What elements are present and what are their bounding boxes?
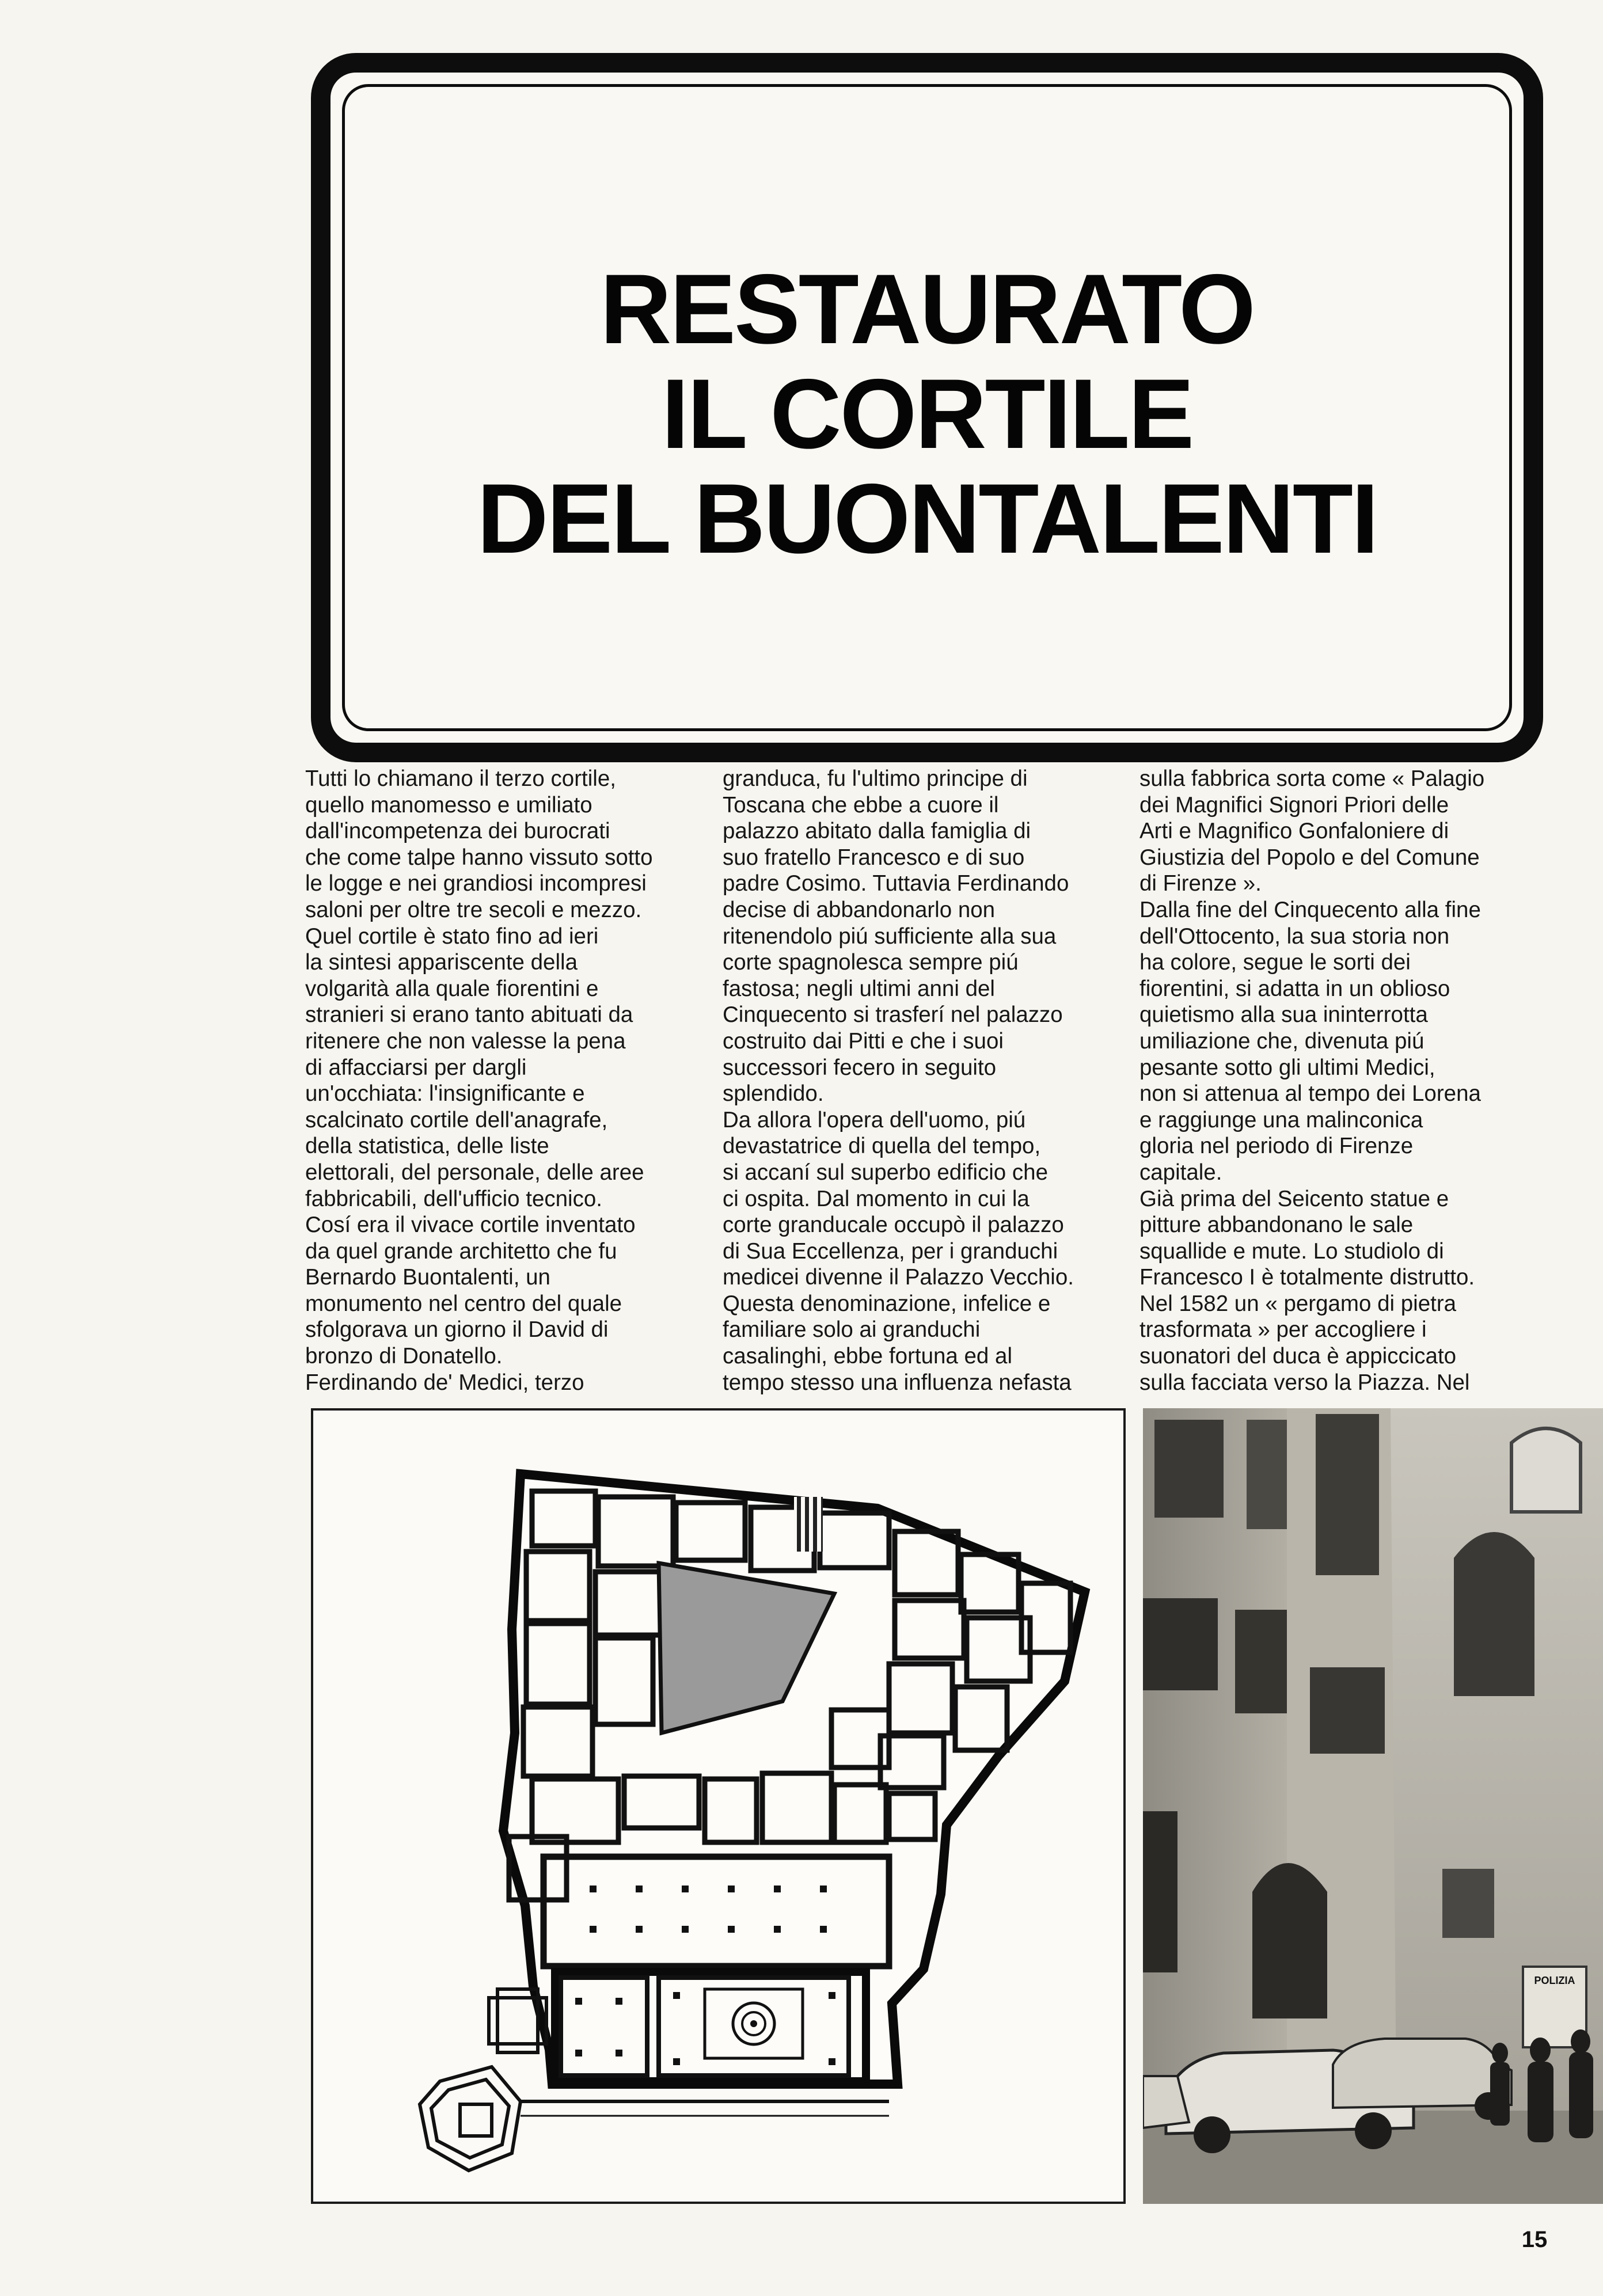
text-line: umiliazione che, divenuta piú xyxy=(1139,1028,1425,1054)
text-line: Questa denominazione, infelice e xyxy=(723,1291,1051,1316)
text-line: dei Magnifici Signori Priori delle xyxy=(1139,792,1449,818)
page-number: 15 xyxy=(1521,2227,1548,2252)
text-line: di Firenze ». xyxy=(1139,871,1262,896)
text-line: Nel 1582 un « pergamo di pietra xyxy=(1139,1291,1457,1316)
text-line: ha colore, segue le sorti dei xyxy=(1139,950,1411,975)
text-line: familiare solo ai granduchi xyxy=(723,1317,981,1343)
text-line: sfolgorava un giorno il David di xyxy=(305,1317,609,1343)
text-line: e raggiunge una malinconica xyxy=(1139,1107,1423,1132)
text-line: pitture abbandonano le sale xyxy=(1139,1212,1414,1238)
text-line: Francesco I è totalmente distrutto. xyxy=(1139,1265,1475,1290)
text-line: Arti e Magnifico Gonfaloniere di xyxy=(1139,819,1449,844)
article-column-3 xyxy=(1139,766,1548,1397)
text-line: corte granducale occupò il palazzo xyxy=(723,1212,1064,1238)
text-line: elettorali, del personale, delle aree xyxy=(305,1160,644,1185)
text-line: le logge e nei grandiosi incompresi xyxy=(305,871,647,896)
title-line: DEL BUONTALENTI xyxy=(477,463,1377,574)
courtyard-photo xyxy=(1143,1408,1603,2204)
text-line: sulla fabbrica sorta come « Palagio xyxy=(1139,766,1485,791)
text-line: monumento nel centro del quale xyxy=(305,1291,622,1316)
text-line: dall'incompetenza dei burocrati xyxy=(305,819,610,844)
text-line: di Sua Eccellenza, per i granduchi xyxy=(723,1238,1058,1264)
text-line: Bernardo Buontalenti, un xyxy=(305,1265,550,1290)
text-line: di affacciarsi per dargli xyxy=(305,1055,527,1080)
text-line: bronzo di Donatello. xyxy=(305,1344,503,1369)
article-column-2 xyxy=(723,766,1131,1397)
text-line: la sintesi appariscente della xyxy=(305,950,578,975)
text-line: ritenere che non valesse la pena xyxy=(305,1028,626,1054)
text-line: sulla facciata verso la Piazza. Nel xyxy=(1139,1370,1470,1395)
text-line: successori fecero in seguito xyxy=(723,1055,997,1080)
text-line: splendido. xyxy=(723,1081,824,1107)
text-line: padre Cosimo. Tuttavia Ferdinando xyxy=(723,871,1069,896)
text-line: pesante sotto gli ultimi Medici, xyxy=(1139,1055,1435,1080)
text-line: Ferdinando de' Medici, terzo xyxy=(305,1370,584,1395)
text-line: palazzo abitato dalla famiglia di xyxy=(723,819,1031,844)
text-line: granduca, fu l'ultimo principe di xyxy=(723,766,1028,791)
text-line: casalinghi, ebbe fortuna ed al xyxy=(723,1344,1013,1369)
text-line: dell'Ottocento, la sua storia non xyxy=(1139,923,1450,949)
text-line: suo fratello Francesco e di suo xyxy=(723,845,1025,870)
title-frame xyxy=(311,53,1543,762)
text-line: Cosí era il vivace cortile inventato xyxy=(305,1212,636,1238)
text-line: si accaní sul superbo edificio che xyxy=(723,1160,1048,1185)
article-column-1 xyxy=(305,766,714,1397)
text-line: scalcinato cortile dell'anagrafe, xyxy=(305,1107,608,1132)
text-line: devastatrice di quella del tempo, xyxy=(723,1134,1041,1159)
text-line: non si attenua al tempo dei Lorena xyxy=(1139,1081,1481,1107)
text-line: medicei divenne il Palazzo Vecchio. xyxy=(723,1265,1074,1290)
text-line: quello manomesso e umiliato xyxy=(305,792,592,818)
text-line: capitale. xyxy=(1139,1160,1222,1185)
text-line: tempo stesso una influenza nefasta xyxy=(723,1370,1072,1395)
text-line: un'occhiata: l'insignificante e xyxy=(305,1081,585,1107)
text-line: corte spagnolesca sempre piú xyxy=(723,950,1019,975)
text-line: costruito dai Pitti e che i suoi xyxy=(723,1028,1004,1054)
text-line: trasformata » per accogliere i xyxy=(1139,1317,1427,1343)
text-line: ci ospita. Dal momento in cui la xyxy=(723,1186,1030,1211)
text-line: suonatori del duca è appiccicato xyxy=(1139,1344,1457,1369)
text-line: squallide e mute. Lo studiolo di xyxy=(1139,1238,1444,1264)
text-line: Giustizia del Popolo e del Comune xyxy=(1139,845,1480,870)
text-line: Cinquecento si trasferí nel palazzo xyxy=(723,1002,1063,1028)
text-line: da quel grande architetto che fu xyxy=(305,1238,617,1264)
text-line: fastosa; negli ultimi anni del xyxy=(723,976,995,1001)
text-line: gloria nel periodo di Firenze xyxy=(1139,1134,1414,1159)
text-line: saloni per oltre tre secoli e mezzo. xyxy=(305,897,642,922)
article-title xyxy=(365,254,1489,574)
text-line: stranieri si erano tanto abituati da xyxy=(305,1002,633,1028)
floor-plan-drawing xyxy=(313,1411,1123,2202)
text-line: Toscana che ebbe a cuore il xyxy=(723,792,999,818)
text-line: Già prima del Seicento statue e xyxy=(1139,1186,1449,1211)
courtyard-photo-drawing xyxy=(1143,1408,1603,2204)
text-line: della statistica, delle liste xyxy=(305,1134,549,1159)
title-line: IL CORTILE xyxy=(661,359,1193,469)
text-line: quietismo alla sua ininterrotta xyxy=(1139,1002,1428,1028)
text-line: che come talpe hanno vissuto sotto xyxy=(305,845,653,870)
title-line: RESTAURATO xyxy=(600,254,1254,364)
text-line: fabbricabili, dell'ufficio tecnico. xyxy=(305,1186,602,1211)
text-line: fiorentini, si adatta in un oblioso xyxy=(1139,976,1450,1001)
text-line: Tutti lo chiamano il terzo cortile, xyxy=(305,766,616,791)
text-line: Quel cortile è stato fino ad ieri xyxy=(305,923,599,949)
text-line: Da allora l'opera dell'uomo, piú xyxy=(723,1107,1026,1132)
photo-poster-text: POLIZIA xyxy=(1534,1975,1575,1986)
text-line: Dalla fine del Cinquecento alla fine xyxy=(1139,897,1481,922)
floor-plan-figure xyxy=(311,1408,1126,2204)
text-line: volgarità alla quale fiorentini e xyxy=(305,976,599,1001)
text-line: decise di abbandonarlo non xyxy=(723,897,996,922)
text-line: ritenendolo piú sufficiente alla sua xyxy=(723,923,1057,949)
